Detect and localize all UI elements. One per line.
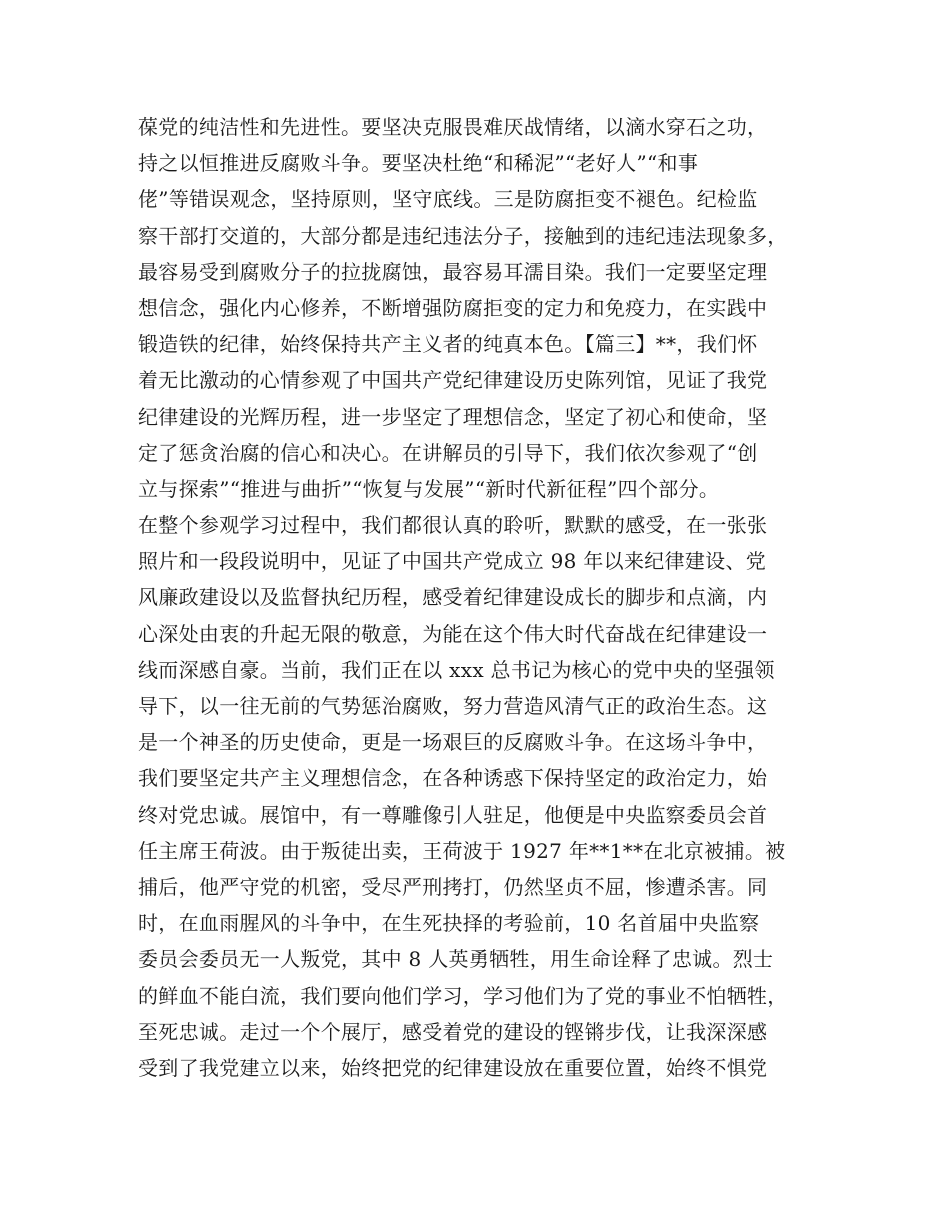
text-line: 心深处由衷的升起无限的敬意，为能在这个伟大时代奋战在纪律建设一 — [138, 621, 768, 646]
text-line: 终对党忠诚。展馆中，有一尊雕像引人驻足，他便是中央监察委员会首 — [138, 802, 768, 827]
text-line: 时，在血雨腥风的斗争中，在生死抉择的考验前，10 名首届中央监察 — [138, 911, 760, 936]
text-line: 照片和一段段说明中，见证了中国共产党成立 98 年以来纪律建设、党 — [138, 549, 767, 574]
text-line: 着无比激动的心情参观了中国共产党纪律建设历史陈列馆，见证了我党 — [138, 368, 768, 393]
text-line: 定了惩贪治腐的信心和决心。在讲解员的引导下，我们依次参观了“创 — [138, 440, 758, 465]
text-line: 委员会委员无一人叛党，其中 8 人英勇牺牲，用生命诠释了忠诚。烈士 — [138, 947, 774, 972]
text-line: 想信念，强化内心修养，不断增强防腐拒变的定力和免疫力，在实践中 — [138, 295, 768, 320]
text-line: 线而深感自豪。当前，我们正在以 xxx 总书记为核心的党中央的坚强领 — [138, 657, 775, 682]
text-line: 葆党的纯洁性和先进性。要坚决克服畏难厌战情绪，以滴水穿石之功， — [138, 115, 768, 139]
text-line: 持之以恒推进反腐败斗争。要坚决杜绝“和稀泥”“老好人”“和事 — [138, 151, 699, 176]
text-line: 是一个神圣的历史使命，更是一场艰巨的反腐败斗争。在这场斗争中， — [138, 730, 768, 755]
text-line: 捕后，他严守党的机密，受尽严刑拷打，仍然坚贞不屈，惨遭杀害。同 — [138, 874, 768, 899]
text-line: 纪律建设的光辉历程，进一步坚定了理想信念，坚定了初心和使命，坚 — [138, 404, 768, 429]
text-line: 受到了我党建立以来，始终把党的纪律建设放在重要位置，始终不惧党 — [138, 1055, 768, 1080]
text-line: 导下，以一往无前的气势惩治腐败，努力营造风清气正的政治生态。这 — [138, 694, 768, 718]
text-line: 任主席王荷波。由于叛徒出卖，王荷波于 1927 年**1**在北京被捕。被 — [138, 838, 786, 863]
text-line: 立与探索”“推进与曲折”“恢复与发展”“新时代新征程”四个部分。 — [138, 476, 720, 501]
text-line: 在整个参观学习过程中，我们都很认真的聆听，默默的感受，在一张张 — [138, 513, 768, 538]
text-line: 锻造铁的纪律，始终保持共产主义者的纯真本色。【篇三】**，我们怀 — [138, 332, 758, 357]
text-line: 至死忠诚。走过一个个展厅，感受着党的建设的铿锵步伐，让我深深感 — [138, 1019, 768, 1044]
text-line: 风廉政建设以及监督执纪历程，感受着纪律建设成长的脚步和点滴，内 — [138, 585, 768, 610]
text-line: 察干部打交道的，大部分都是违纪违法分子，接触到的违纪违法现象多， — [138, 223, 788, 248]
body-text — [138, 109, 838, 1086]
text-line: 我们要坚定共产主义理想信念，在各种诱惑下保持坚定的政治定力，始 — [138, 766, 768, 791]
text-line: 的鲜血不能白流，我们要向他们学习，学习他们为了党的事业不怕牺牲， — [138, 983, 788, 1008]
text-line: 佬”等错误观念，坚持原则，坚守底线。三是防腐拒变不褪色。纪检监 — [138, 187, 758, 212]
text-line: 最容易受到腐败分子的拉拢腐蚀，最容易耳濡目染。我们一定要坚定理 — [138, 259, 768, 284]
